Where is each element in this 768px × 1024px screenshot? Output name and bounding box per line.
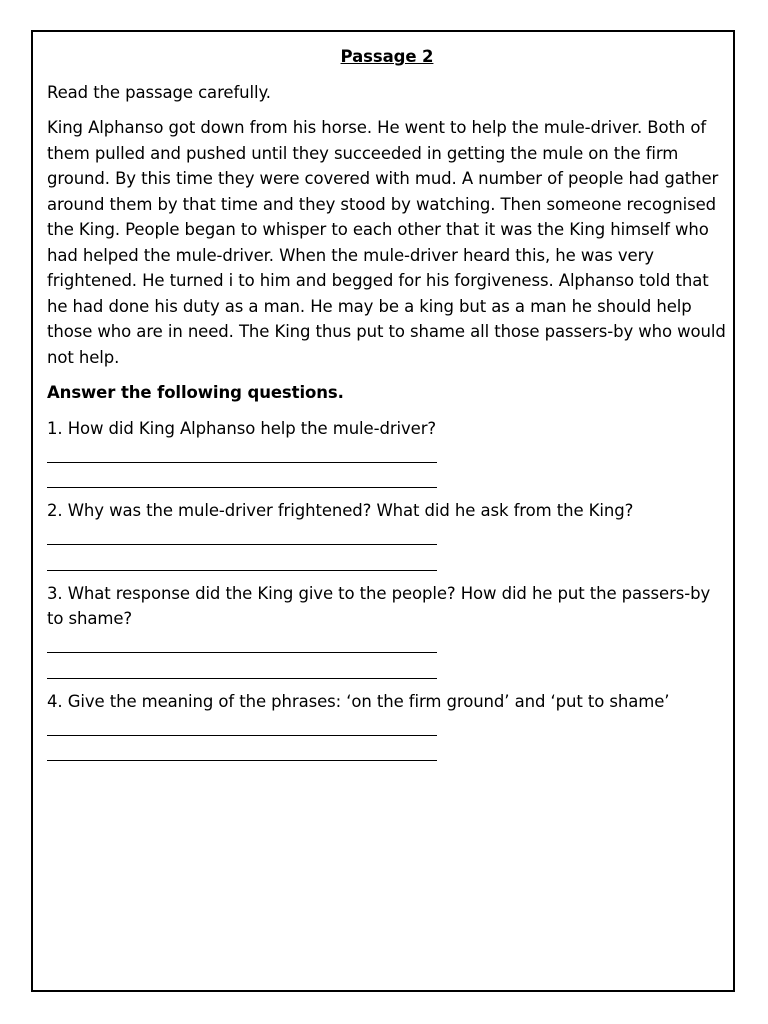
answer-line[interactable] (47, 653, 437, 679)
questions-heading: Answer the following questions. (47, 383, 344, 402)
question-text: 1. How did King Alphanso help the mule-driver? (47, 418, 437, 438)
worksheet-content (47, 44, 727, 771)
answer-line[interactable] (47, 545, 437, 571)
instruction-text: Read the passage carefully. (47, 82, 271, 102)
question-item (47, 689, 727, 762)
question-text: 4. Give the meaning of the phrases: ‘on the firm ground’ and ‘put to shame’ (47, 691, 670, 711)
question-item (47, 498, 727, 571)
passage-text: King Alphanso got down from his horse. He went to help the mule-driver. Both of them pulled and pushed until they succeeded in getting the mule on the firm ground. By this time they were covered with mud. A number of people had gather around them by that time and they stood by watching. Then someone recognised the King. People began to whisper to each other that it was the King himself who had helped the mule-driver. When the mule-driver heard this, he was very frightened. He turned i to him and begged for his forgiveness. Alphanso told that he had done his duty as a man. He may be a king but as a man he should help those who are in need. The King thus put to shame all those passers-by who would not help. (47, 118, 726, 367)
answer-line[interactable] (47, 736, 437, 762)
question-text: 3. What response did the King give to the people? How did he put the passers-by to shame? (47, 583, 711, 628)
passage-title: Passage 2 (340, 47, 434, 66)
question-item (47, 416, 727, 489)
question-text: 2. Why was the mule-driver frightened? What did he ask from the King? (47, 501, 634, 520)
question-item (47, 581, 727, 679)
answer-line[interactable] (47, 463, 437, 489)
